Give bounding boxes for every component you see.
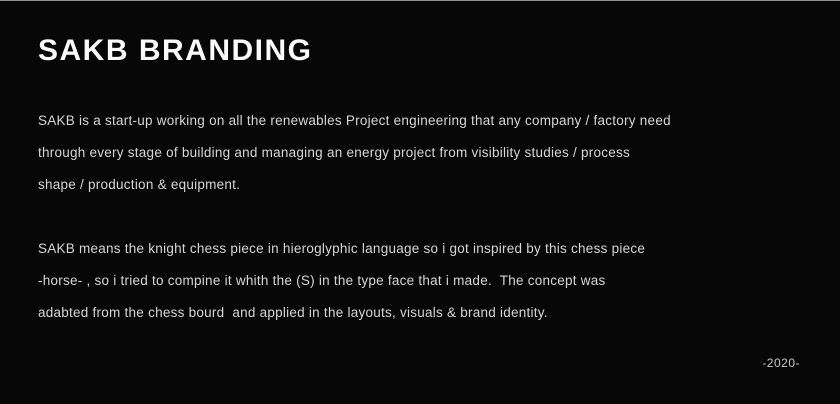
text-line: through every stage of building and managing an energy project from visibility studies / process xyxy=(38,145,631,160)
text-line: shape / production & equipment. xyxy=(38,177,241,192)
text-line: -horse- , so i tried to compine it whith the (S) in the type face that i made. The concept was xyxy=(38,273,606,288)
intro-paragraph xyxy=(38,105,738,201)
text-line: adabted from the chess bourd and applied in the layouts, visuals & brand identity. xyxy=(38,305,548,320)
text-line: SAKB means the knight chess piece in hieroglyphic language so i got inspired by this chess piece xyxy=(38,241,646,256)
year-label: -2020- xyxy=(762,356,800,370)
text-line: SAKB is a start-up working on all the renewables Project engineering that any company / factory need xyxy=(38,113,671,128)
page-title: SAKB BRANDING xyxy=(38,34,313,67)
concept-paragraph xyxy=(38,233,738,329)
